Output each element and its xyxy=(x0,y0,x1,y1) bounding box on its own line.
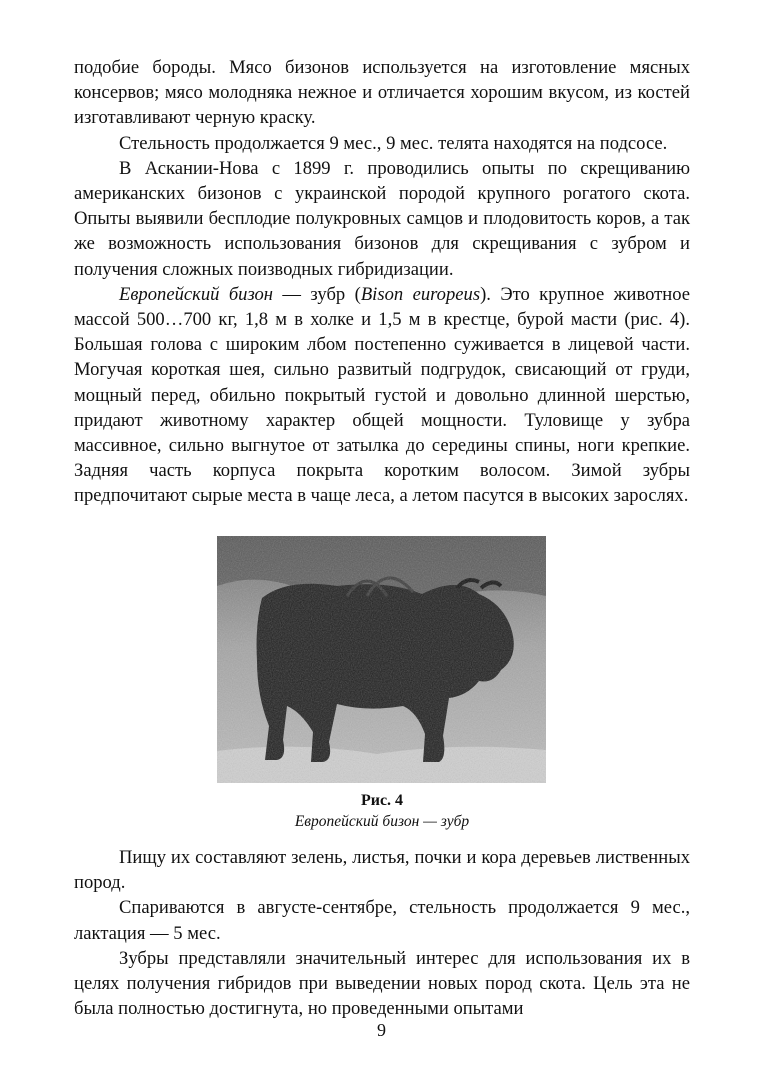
paragraph-6 xyxy=(74,895,690,945)
paragraph-4 xyxy=(74,282,690,509)
body-text-bottom xyxy=(74,845,690,1021)
figure-caption: Европейский бизон — зубр xyxy=(294,813,470,830)
paragraph-3 xyxy=(74,156,690,282)
term-european-bison: Европейский бизон xyxy=(119,283,274,305)
paragraph-5-text: Пищу их составляют зелень, листья, почки и кора деревьев лиственных пород. xyxy=(74,847,690,894)
paragraph-7 xyxy=(74,946,690,1022)
paragraph-2 xyxy=(74,131,690,156)
bison-photo-illustration xyxy=(217,536,546,783)
figure-bison-photo xyxy=(217,536,546,783)
page-number: 9 xyxy=(377,1020,386,1040)
paragraph-6-text: Спариваются в августе-сентябре, стельность продолжается 9 мес., лактация — 5 мес. xyxy=(74,897,690,944)
paragraph-1-text: подобие бороды. Мясо бизонов используется на изготовление мясных консервов; мясо молодняка нежное и отличается хорошим вкусом, из костей изготавливают черную краску. xyxy=(74,57,690,129)
paragraph-4-text-a: — зубр ( xyxy=(273,283,361,305)
body-text-top xyxy=(74,55,690,509)
latin-name: Bison europeus xyxy=(360,283,481,305)
paragraph-3-text: В Аскании-Нова с 1899 г. проводились опыты по скрещиванию американских бизонов с украинской породой крупного рогатого скота. Опыты выявили бесплодие полукровных самцов и плодовитость коров, а так же возможность использования бизонов для скрещивания с зубром и получения сложных поизводных гибридизации. xyxy=(74,157,690,280)
paragraph-7-text: Зубры представляли значительный интерес для использования их в целях получения гибридов при выведении новых пород скота. Цель эта не была полностью достигнута, но проведенными опытами xyxy=(74,947,690,1020)
figure-number: Рис. 4 xyxy=(360,792,404,809)
paragraph-1 xyxy=(74,55,690,131)
paragraph-5 xyxy=(74,845,690,895)
paragraph-4-text-b: ). Это крупное животное массой 500…700 кг, 1,8 м в холке и 1,5 м в крестце, бурой масти (рис. 4). Большая голова с широким лбом постепенно суживается в лицевой части. Могучая короткая шея, сильно развитый подгрудок, свисающий от груди, мощный перед, обильно покрытый густой и довольно длинной шерстью, придают животному характер общей мощности. Туловище у зубра массивное, сильно выгнутое от затылка до середины спины, ноги крепкие. Задняя часть корпуса покрыта коротким волосом. Зимой зубры предпочитают сырые места в чаще леса, а летом пасутся в высоких зарослях. xyxy=(74,283,691,507)
paragraph-2-text: Стельность продолжается 9 мес., 9 мес. телята находятся на подсосе. xyxy=(119,132,668,154)
